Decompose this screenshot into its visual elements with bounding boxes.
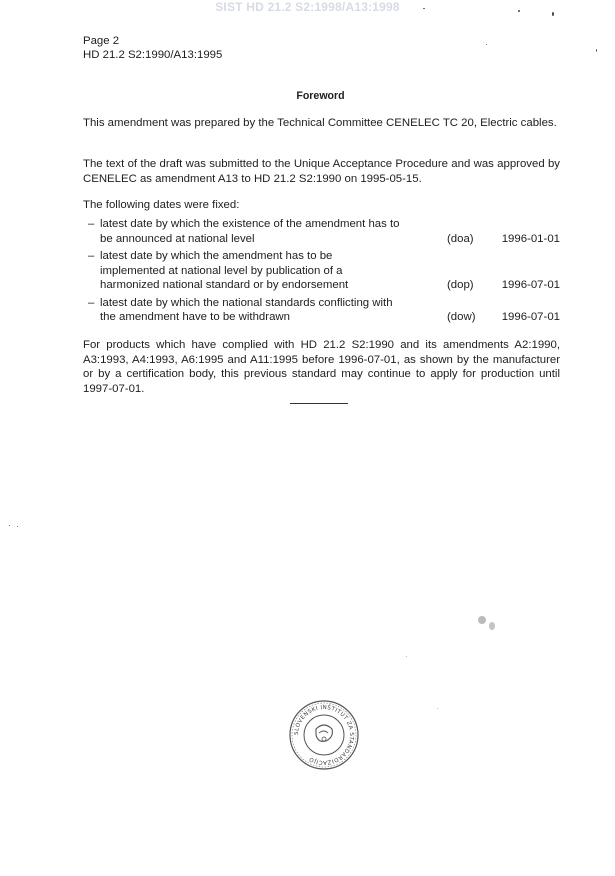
scan-speck [437,708,438,709]
scan-speck [552,12,554,16]
dates-list [88,217,560,328]
scan-speck [9,525,10,526]
scan-speck [406,656,407,657]
date-item-dop [88,249,560,293]
list-dash: – [88,250,95,262]
date-code: (doa) [447,232,474,245]
approval-paragraph: The text of the draft was submitted to the Unique Acceptance Procedure and was approved by CENELEC as amendment A13 to HD 21.2 S2:1990 on 1995-05-15. [83,158,560,185]
date-code: (dop) [447,279,474,291]
page-number: Page 2 [83,35,120,47]
date-value: 1996-01-01 [501,232,560,245]
date-item-text: latest date by which the national standards conflicting with the amendment have to be withdrawn [100,296,393,323]
scan-speck [489,622,495,630]
date-item-dow [88,296,560,325]
scan-speck [596,49,597,52]
page-title: Foreword [296,90,345,102]
dates-intro: The following dates were fixed: [83,199,240,211]
scan-speck [478,616,486,624]
watermark: SIST HD 21.2 S2:1998/A13:1998 [215,0,400,14]
scan-speck [486,44,487,45]
svg-text:SLOVENSKI INŠTITUT ZA STANDARD [294,704,354,765]
closing-paragraph: For products which have complied with HD 21.2 S2:1990 and its amendments A2:1990, A3:1993, A4:1993, A6:1995 and A11:1995 before 1996-07-01, as shown by the manufacturer or by a certification body, this previous standard may continue to apply for production until 1997-07-01. [83,339,560,395]
separator-rule [290,403,348,404]
date-item-text: latest date by which the existence of the amendment has to be announced at national level [100,218,400,245]
date-value: 1996-07-01 [501,311,560,323]
intro-paragraph: This amendment was prepared by the Technical Committee CENELEC TC 20, Electric cables. [83,117,557,129]
list-dash: – [88,296,95,309]
date-code: (dow) [447,311,476,323]
list-dash: – [88,218,95,230]
date-item-doa [88,217,560,246]
seal-ring-text: SLOVENSKI INŠTITUT ZA STANDARDIZACIJO [293,704,355,766]
scan-speck [423,8,425,9]
official-seal-icon [288,699,360,771]
scan-speck [17,526,18,527]
page-header [83,34,222,62]
scan-speck [518,10,520,12]
document-reference: HD 21.2 S2:1990/A13:1995 [83,49,223,61]
date-value: 1996-07-01 [501,279,560,291]
date-item-text: latest date by which the amendment has to be implemented at national level by publication of a harmonized national standard or by endorsement [100,250,349,291]
